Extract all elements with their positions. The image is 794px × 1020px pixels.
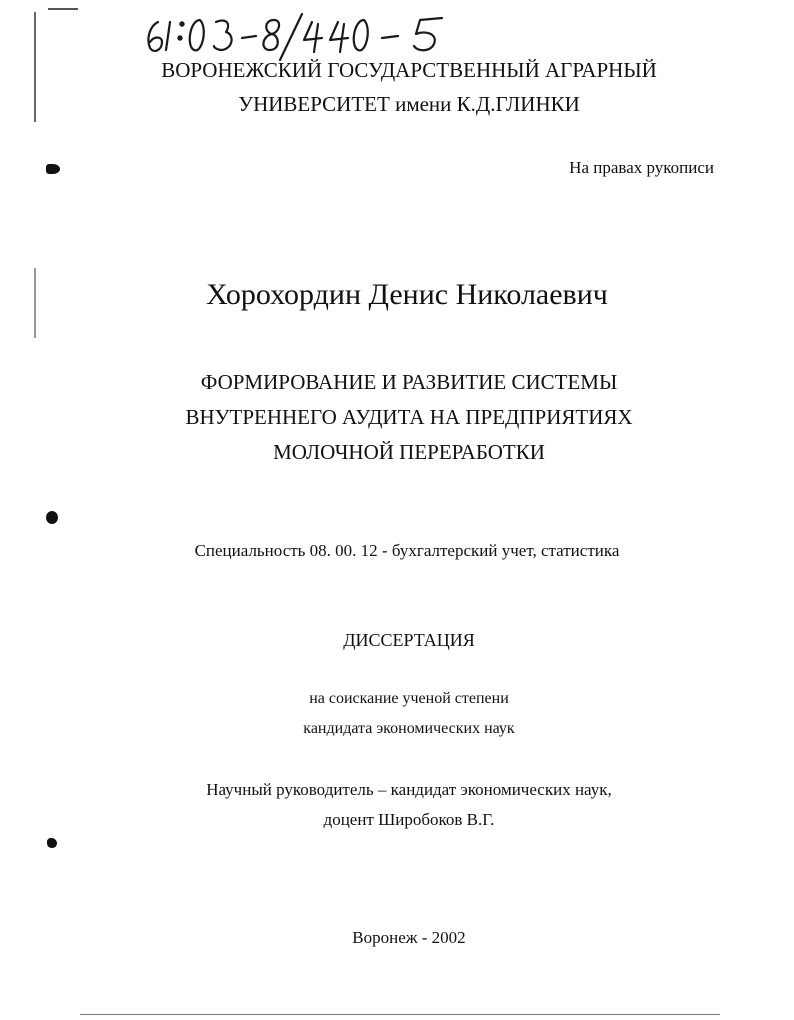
university-name-line-2: УНИВЕРСИТЕТ имени К.Д.ГЛИНКИ bbox=[238, 92, 580, 116]
specialty-line: Специальность 08. 00. 12 - бухгалтерский учет, статистика bbox=[194, 541, 620, 560]
scan-artifact-line bbox=[48, 8, 78, 10]
supervisor-line: доцент Широбоков В.Г. bbox=[323, 810, 495, 829]
work-type-heading: ДИССЕРТАЦИЯ bbox=[343, 630, 475, 650]
city-and-year: Воронеж - 2002 bbox=[352, 928, 466, 947]
author-name: Хорохордин Денис Николаевич bbox=[206, 278, 608, 311]
manuscript-rights-note: На правах рукописи bbox=[569, 158, 714, 177]
university-name-line-1: ВОРОНЕЖСКИЙ ГОСУДАРСТВЕННЫЙ АГРАРНЫЙ bbox=[161, 58, 657, 82]
punch-hole-mark bbox=[46, 164, 60, 174]
scan-artifact-line bbox=[80, 1014, 720, 1015]
thesis-title-line: ФОРМИРОВАНИЕ И РАЗВИТИЕ СИСТЕМЫ bbox=[200, 370, 618, 394]
thesis-title-line: ВНУТРЕННЕГО АУДИТА НА ПРЕДПРИЯТИЯХ bbox=[185, 405, 633, 429]
punch-hole-mark bbox=[47, 838, 57, 848]
handwritten-catalog-number bbox=[142, 8, 452, 62]
degree-line: на соискание ученой степени bbox=[309, 690, 509, 707]
thesis-title-line: МОЛОЧНОЙ ПЕРЕРАБОТКИ bbox=[273, 440, 545, 464]
supervisor-line: Научный руководитель – кандидат экономических наук, bbox=[206, 780, 612, 799]
degree-line: кандидата экономических наук bbox=[303, 720, 515, 737]
punch-hole-mark bbox=[46, 511, 58, 524]
